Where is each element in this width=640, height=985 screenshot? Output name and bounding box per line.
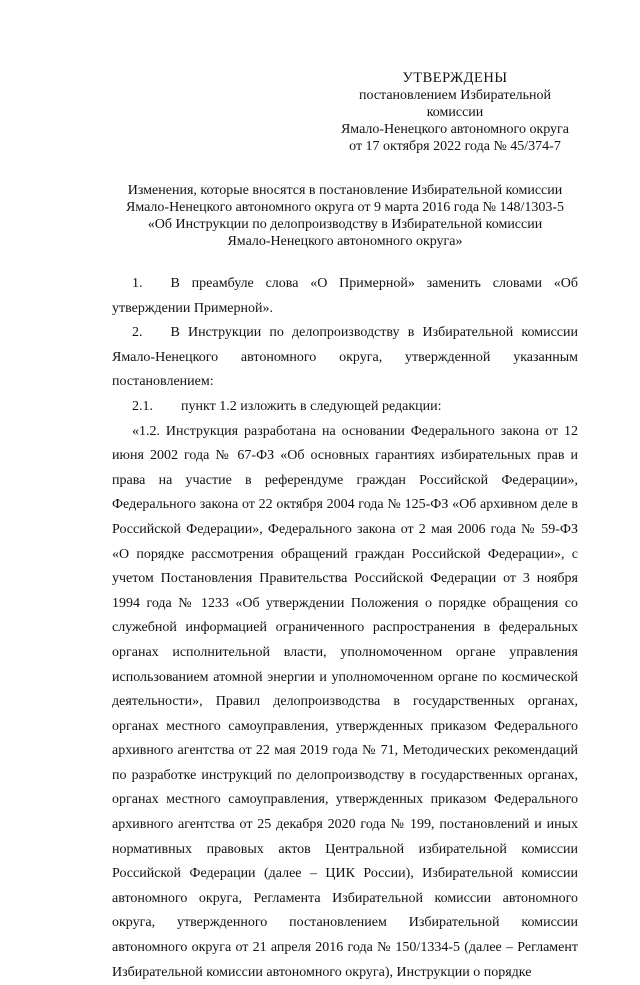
approval-date-line: от 17 октября 2022 года № 45/374-7 — [349, 139, 561, 154]
paragraph-1-2-text: «1.2. Инструкция разработана на основании Федерального закона от 12 июня 2002 года № 67-ФЗ «Об основных гарантиях избирательных прав и права на участие в референдуме граждан Российской Федерации», Федерального закона от 22 октября 2004 года № 125-ФЗ «Об архивном деле в Российской Федерации», Федерального закона от 2 мая 2006 года № 59-ФЗ «О порядке рассмотрения обращений граждан Российской Федерации», с учетом Постановления Правительства Российской Федерации от 3 ноября 1994 года № 1233 «Об утверждении Положения о порядке обращения со служебной информацией ограниченного распространения в федеральных органах исполнительной власти, уполномоченном органе управления использованием атомной энергии и уполномоченном органе по космической деятельности», Правил делопроизводства в государственных органах, органах местного самоуправления, утвержденных приказом Федерального архивного агентства от 22 мая 2019 года № 71, Методических рекомендаций по разработке инструкций по делопроизводству в государственных органах, органах местного самоуправления, утвержденных приказом Федерального архивного агентства от 25 декабря 2020 года № 199, постановлений и иных нормативных правовых актов Центральной избирательной комиссии Российской Федерации (далее – ЦИК России), Избирательной комиссии автономного округа, Регламента Избирательной комиссии автономного округа, утвержденного постановлением Избирательной комиссии автономного округа от 21 апреля 2016 года № 150/1334-5 (далее – Регламент Избирательной комиссии автономного округа), Инструкции о порядке — [112, 423, 578, 980]
title-line: Изменения, которые вносятся в постановление Избирательной комиссии — [127, 183, 563, 198]
title-line: «Об Инструкции по делопроизводству в Избирательной комиссии — [147, 217, 543, 232]
paragraph-1: 1. В преамбуле слова «О Примерной» заменить словами «Об утверждении Примерной». — [112, 276, 578, 316]
title-line: Ямало-Ненецкого автономного округа от 9 марта 2016 года № 148/1303-5 — [125, 200, 564, 215]
approval-stamp — [332, 70, 578, 155]
title-line: Ямало-Ненецкого автономного округа» — [227, 234, 463, 249]
approval-line: постановлением Избирательной комиссии — [358, 88, 552, 120]
approval-heading: УТВЕРЖДЕНЫ — [402, 70, 508, 86]
paragraph-2: 2. В Инструкции по делопроизводству в Избирательной комиссии Ямало-Ненецкого автономного округа, утвержденной указанным постановлением: — [112, 325, 578, 390]
paragraph-2-1: 2.1. пункт 1.2 изложить в следующей редакции: — [132, 398, 442, 414]
document-body — [112, 272, 578, 985]
document-title — [112, 182, 578, 250]
approval-line: Ямало-Ненецкого автономного округа — [340, 122, 570, 137]
